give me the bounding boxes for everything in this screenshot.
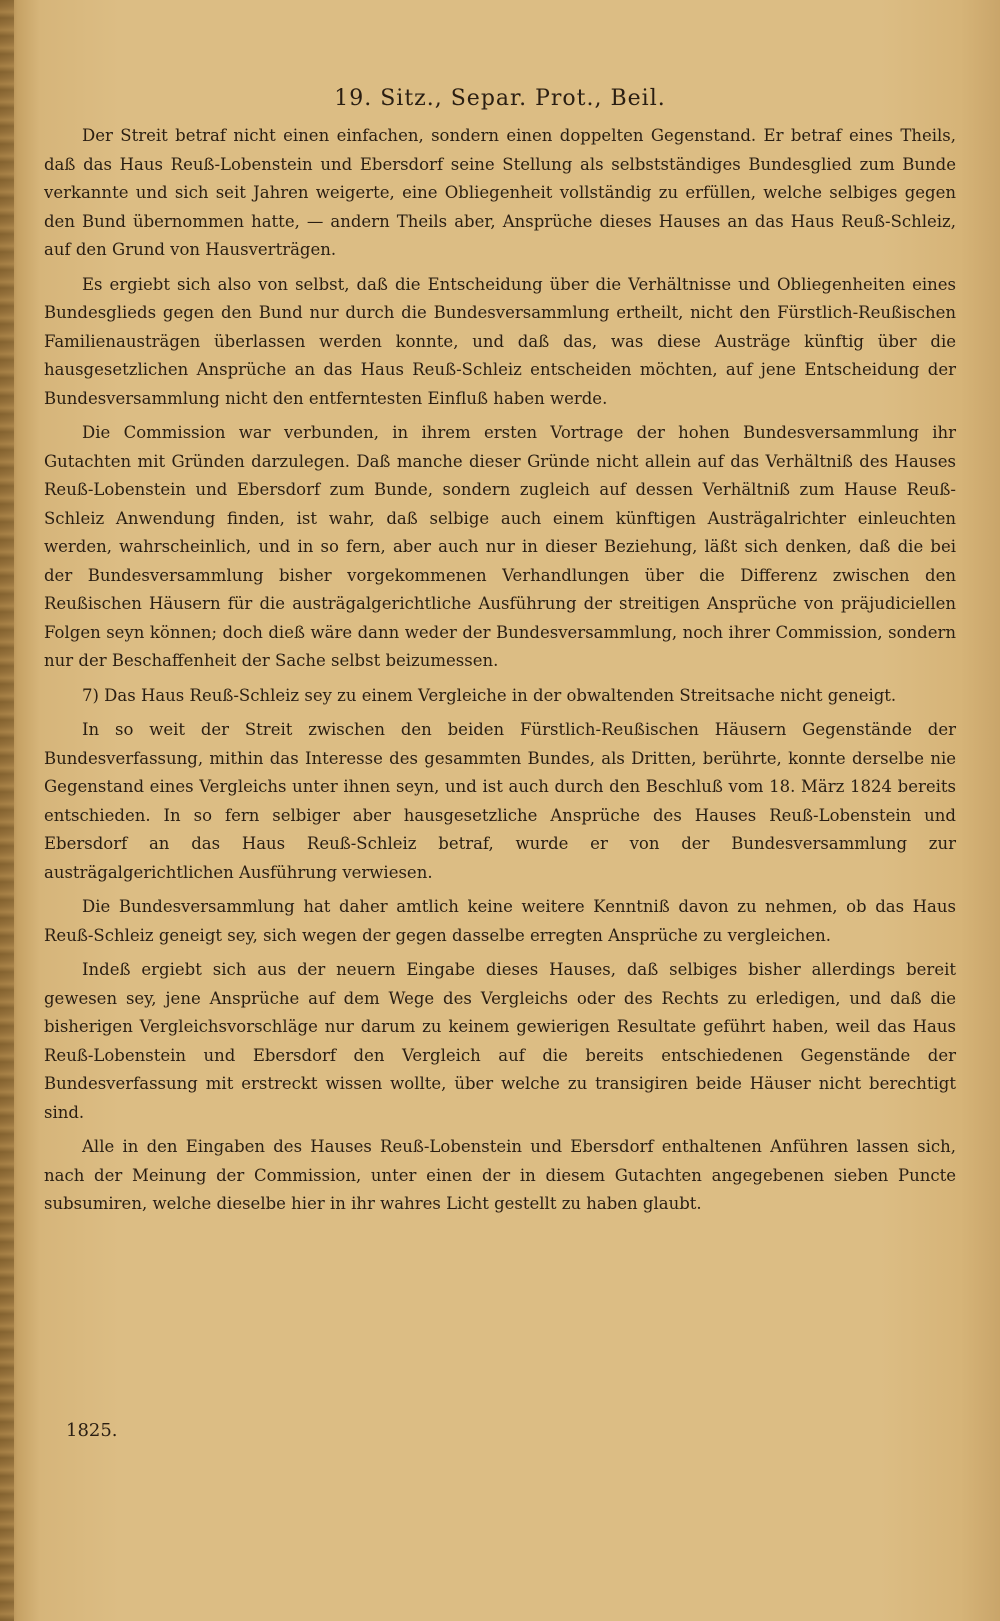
paragraph: Die Commission war verbunden, in ihrem ersten Vortrage der hohen Bundesversammlung ihr Gutachten mit Gründen darzulegen. Daß manche dieser Gründe nicht allein auf das Verhältniß des Hauses Reuß-Lobenstein und Ebersdorf zum Bunde, sondern zugleich auf dessen Verhältniß zum Hause Reuß-Schleiz Anwendung finden, ist wahr, daß selbige auch einem künftigen Austrägalrichter einleuchten werden, wahrscheinlich, und in so fern, aber auch nur in dieser Beziehung, läßt sich denken, daß die bei der Bundesversammlung bisher vorgekommenen Verhandlungen über die Differenz zwischen den Reußischen Häusern für die austrägalgerichtliche Ausführung der streitigen Ansprüche von präjudiciellen Folgen seyn können; doch dieß wäre dann weder der Bundesversammlung, noch ihrer Commission, sondern nur der Beschaffenheit der Sache selbst beizumessen.	[44, 423, 956, 670]
paragraph: Die Bundesversammlung hat daher amtlich keine weitere Kenntniß davon zu nehmen, ob das Haus Reuß-Schleiz geneigt sey, sich wegen der gegen dasselbe erregten Ansprüche zu vergleichen.	[44, 897, 956, 945]
paragraph: 7) Das Haus Reuß-Schleiz sey zu einem Vergleiche in der obwaltenden Streitsache nicht geneigt.	[82, 685, 897, 705]
catchword: 1825.	[66, 1420, 118, 1441]
paragraph: Der Streit betraf nicht einen einfachen, sondern einen doppelten Gegenstand. Er betraf eines Theils, daß das Haus Reuß-Lobenstein und Ebersdorf seine Stellung als selbstständiges Bundesglied zum Bunde verkannte und sich seit Jahren weigerte, eine Obliegenheit vollständig zu erfüllen, welche selbiges gegen den Bund übernommen hatte, — andern Theils aber, Ansprüche dieses Hauses an das Haus Reuß-Schleiz, auf den Grund von Hausverträgen.	[44, 126, 956, 259]
body-text	[44, 122, 956, 1225]
paragraph: In so weit der Streit zwischen den beiden Fürstlich-Reußischen Häusern Gegenstände der Bundesverfassung, mithin das Interesse des gesammten Bundes, als Dritten, berührte, konnte derselbe nie Gegenstand eines Vergleichs unter ihnen seyn, und ist auch durch den Beschluß vom 18. März 1824 bereits entschieden. In so fern selbiger aber hausgesetzliche Ansprüche des Hauses Reuß-Lobenstein und Ebersdorf an das Haus Reuß-Schleiz betraf, wurde er von der Bundesversammlung zur austrägalgerichtlichen Ausführung verwiesen.	[44, 720, 956, 882]
paragraph: Es ergiebt sich also von selbst, daß die Entscheidung über die Verhältnisse und Obliegenheiten eines Bundesglieds gegen den Bund nur durch die Bundesversammlung ertheilt, nicht den Fürstlich-Reußischen Familienausträgen überlassen werden konnte, und daß das, was diese Austräge künftig über die hausgesetzlichen Ansprüche an das Haus Reuß-Schleiz entscheiden möchten, auf jene Entscheidung der Bundesversammlung nicht den entferntesten Einfluß haben werde.	[44, 274, 956, 408]
book-gutter	[0, 0, 14, 1621]
paragraph: Alle in den Eingaben des Hauses Reuß-Lobenstein und Ebersdorf enthaltenen Anführen lassen sich, nach der Meinung der Commission, unter einen der in diesem Gutachten angegebenen sieben Puncte subsumiren, welche dieselbe hier in ihr wahres Licht gestellt zu haben glaubt.	[44, 1137, 956, 1213]
running-header: 19. Sitz., Separ. Prot., Beil.	[334, 86, 666, 111]
paragraph: Indeß ergiebt sich aus der neuern Eingabe dieses Hauses, daß selbiges bisher allerdings bereit gewesen sey, jene Ansprüche auf dem Wege des Vergleichs oder des Rechts zu erledigen, und daß die bisherigen Vergleichsvorschläge nur darum zu keinem gewierigen Resultate geführt haben, weil das Haus Reuß-Lobenstein und Ebersdorf den Vergleich auf die bereits entschiedenen Gegenstände der Bundesverfassung mit erstreckt wissen wollte, über welche zu transigiren beide Häuser nicht berechtigt sind.	[44, 960, 956, 1122]
